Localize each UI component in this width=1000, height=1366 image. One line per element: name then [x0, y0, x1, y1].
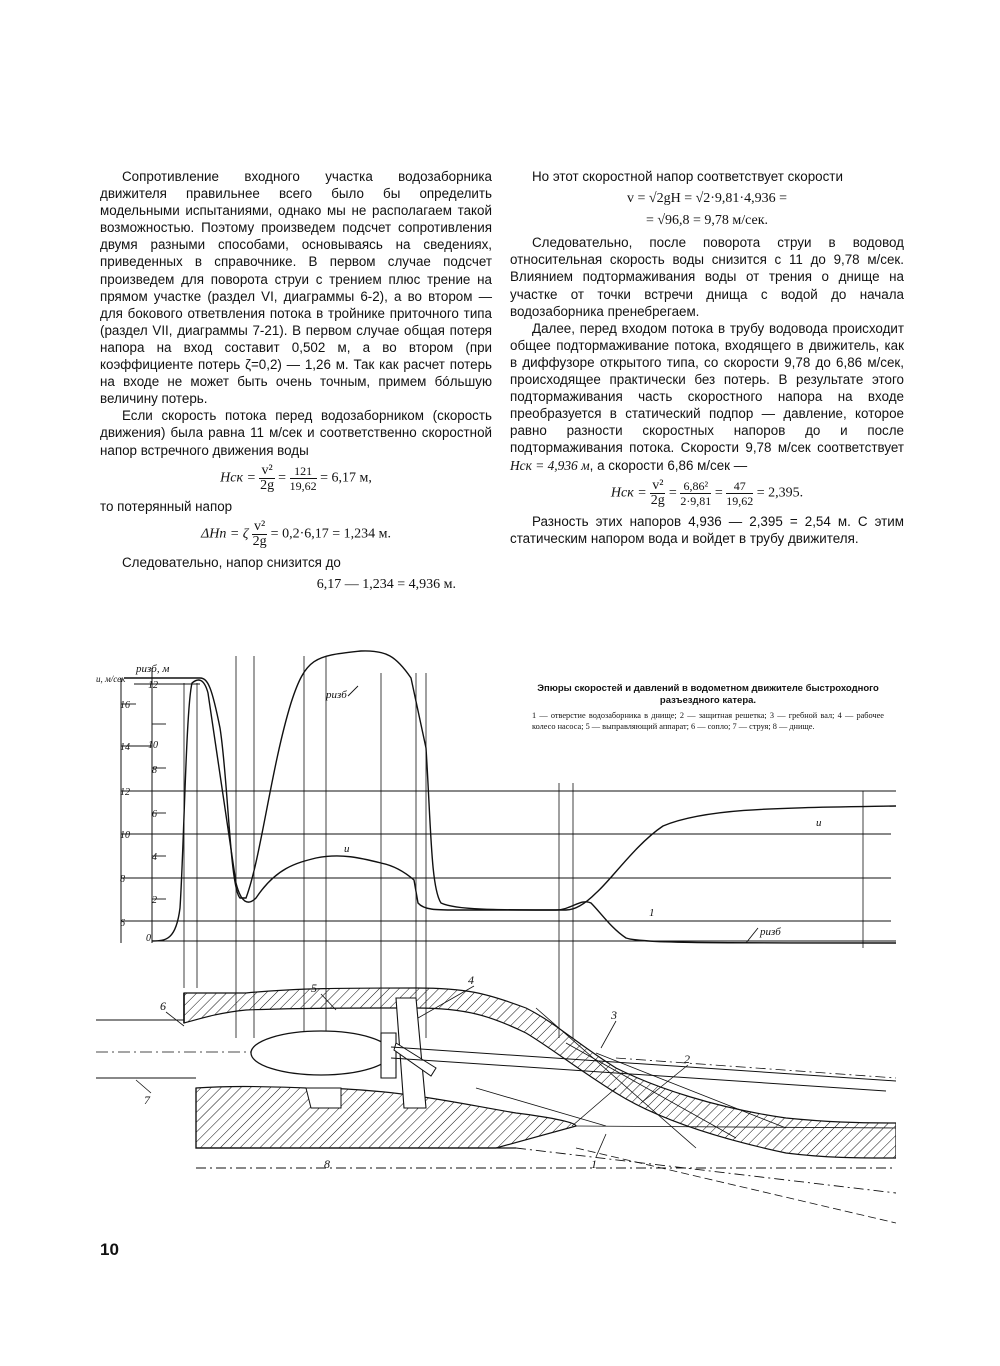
u-tick: 8	[120, 874, 125, 885]
part-label-5: 5	[311, 981, 317, 995]
p-tick: 10	[148, 740, 158, 751]
u-tick: 12	[120, 787, 130, 798]
p-tick: 6	[152, 809, 157, 820]
caption-title: Эпюры скоростей и давлений в водометном движителе быстроходного разъездного катера.	[537, 683, 879, 706]
u-tick: 16	[120, 700, 130, 711]
part-label-3: 3	[611, 1008, 617, 1022]
formula-result: 6,17 — 1,234 = 4,936 м.	[316, 576, 456, 592]
paragraph: Следовательно, после поворота струи в водовод относительная скорость воды снизится с 11 до 9,78 м/сек. Влиянием подтормаживания воды от трения о днище на участке от точки встречи днища с водой до начала водозаборника пренебрегаем.	[510, 235, 904, 319]
paragraph: Сопротивление входного участка водозаборника движителя правильнее всего было бы определить модельными испытаниями, однако мы не располагаем такой возможностью. Поэтому произведем подсчет сопротивления двумя разными способами, основываясь на сведениях, приведенных в справочнике. В первом случае подсчет произведем для поворота струи с трением плюс трение на прямом участке (раздел VI, диаграммы 6-2), а во втором — для бокового ответвления потока в тройнике приточного типа (раздел VII, диаграммы 7-21). В первом случае общая потеря напора на вход составит 0,502 м, а во втором (при коэффициенте потерь ζ=0,2) — 1,26 м. Так как расчет потерь на входе не может быть очень точным, примем бóльшую величину потерь.	[100, 169, 492, 407]
formula-loss: ΔHп = ζ $\frac{\text{v²}}{2g}$ = 0,2·6,17 = 1,234 м.	[201, 518, 391, 549]
paragraph: Далее, перед входом потока в трубу водовода происходит общее подтормаживание потока, входящего в движитель, как в диффузоре открытого типа, со скорости 9,78 до 6,86 м/сек, происходящее практически без потерь. В результате этого подтормаживания часть скоростного напора на входе преобразуется в статический подпор — давление, которое равно разности скоростных напоров до и после подтормаживания потока. Скорости 9,78 м/сек соответствует Hск = 4,936 м, а скорости 6,86 м/сек —	[510, 320, 904, 473]
paragraph: Если скорость потока перед водозаборником (скорость движения) была равна 11 м/сек и соответственно скоростной напор встречного движения воды	[100, 408, 492, 458]
curve-label-u: u	[344, 843, 350, 855]
p-tick: 4	[152, 852, 157, 863]
velocity-pressure-diagram	[96, 648, 896, 1238]
curve-label-1: 1	[649, 907, 655, 919]
right-column	[510, 168, 904, 547]
part-label-4: 4	[468, 973, 474, 987]
u-tick: 6	[120, 918, 125, 929]
u-tick: 14	[120, 742, 130, 753]
figure-caption	[532, 683, 884, 732]
part-label-7: 7	[144, 1093, 150, 1107]
part-label-6: 6	[160, 999, 166, 1013]
p-tick: 0	[146, 933, 151, 944]
p-tick: 8	[152, 765, 157, 776]
paragraph: Но этот скоростной напор соответствует скорости	[532, 169, 843, 184]
curve-label-p-right: pизб	[760, 926, 781, 938]
left-column	[100, 168, 492, 598]
part-label-1: 1	[591, 1157, 597, 1171]
curve-label-p-top: pизб	[326, 689, 347, 701]
formula-head-2: Hск = $\frac{\text{v²}}{2g}$ = $\frac{\text{6,86²}}{2\cdot 9,81}$ = $\frac{47}{19,62}$ = 2,395.	[610, 477, 804, 508]
part-label-2: 2	[684, 1052, 690, 1066]
axis-u-label: u, м/сек	[96, 674, 126, 684]
caption-legend: 1 — отверстие водозаборника в днище; 2 — защитная решетка; 3 — гребной вал; 4 — рабочее колесо насоса; 5 — выправляющий аппарат; 6 — сопло; 7 — струя; 8 — днище.	[532, 711, 884, 731]
formula-velocity: v = √2gH = √2·9,81·4,936 =	[627, 191, 787, 207]
paragraph: Следовательно, напор снизится до	[122, 554, 341, 570]
paragraph: Разность этих напоров 4,936 — 2,395 = 2,54 м. С этим статическим напором вода и войдет в трубу движителя.	[510, 513, 904, 546]
formula-velocity-2: = √96,8 = 9,78 м/сек.	[645, 213, 769, 229]
u-tick: 10	[120, 830, 130, 841]
axis-p-label: pизб, м	[136, 663, 170, 675]
paragraph: то потерянный напор	[100, 498, 233, 514]
curve-label-u-right: u	[816, 817, 822, 829]
page-number: 10	[100, 1240, 119, 1259]
formula-head: Hск = $\frac{\text{v²}}{2g}$ = $\frac{121}{19,62}$ = 6,17 м,	[220, 462, 372, 493]
p-tick: 2	[152, 895, 157, 906]
part-label-8: 8	[324, 1157, 330, 1171]
p-tick: 12	[148, 680, 158, 691]
